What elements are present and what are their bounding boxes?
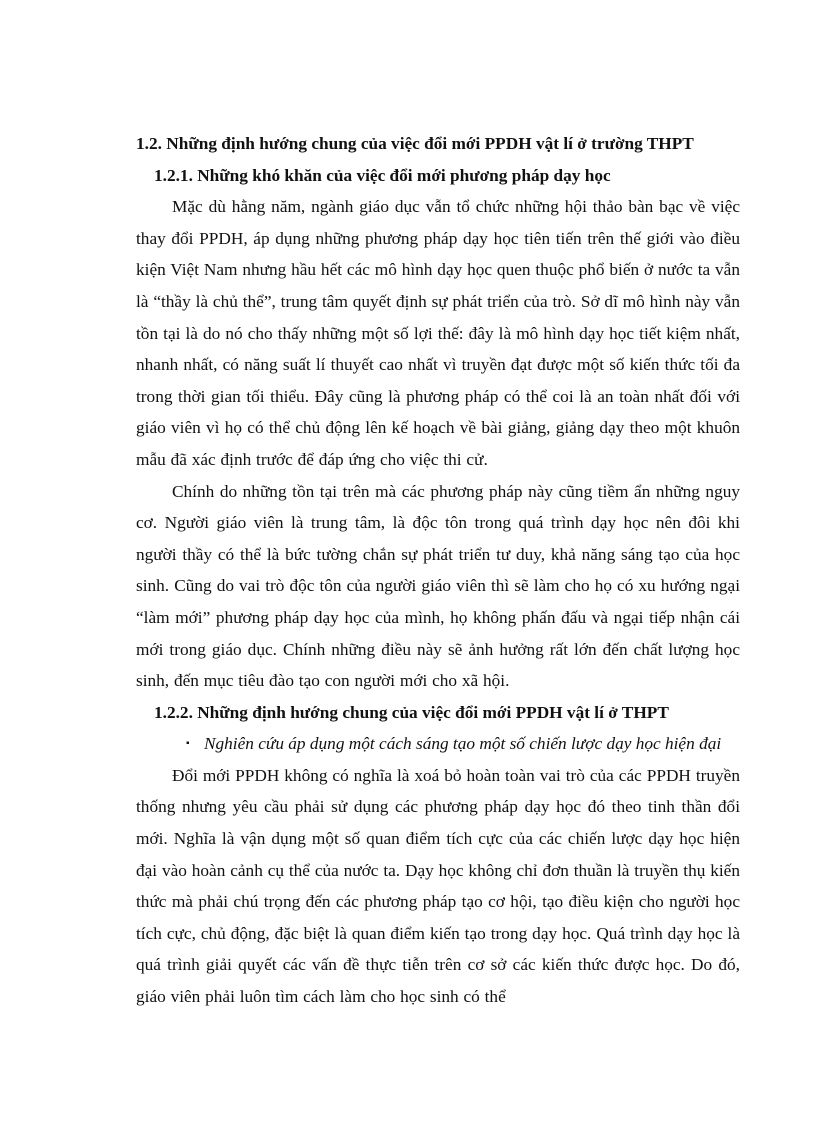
section-heading: 1.2. Những định hướng chung của việc đổi mới PPDH vật lí ở trường THPT (136, 134, 694, 153)
square-bullet-icon: ▪ (186, 738, 190, 750)
subsection-heading-1: 1.2.1. Những khó khăn của việc đổi mới phương pháp dạy học (154, 165, 611, 185)
subsection-heading-2: 1.2.2. Những định hướng chung của việc đổi mới PPDH vật lí ở THPT (154, 702, 669, 722)
paragraph: Mặc dù hằng năm, ngành giáo dục vẫn tổ chức những hội thảo bàn bạc về việc thay đổi PPDH, áp dụng những phương pháp dạy học tiên tiến trên thế giới vào điều kiện Việt Nam nhưng hầu hết các mô hình dạy học quen thuộc phổ biến ở nước ta vẫn là “thầy là chủ thể”, trung tâm quyết định sự phát triển của trò. Sở dĩ mô hình này vẫn tồn tại là do nó cho thấy những một số lợi thế: đây là mô hình dạy học tiết kiệm nhất, nhanh nhất, có năng suất lí thuyết cao nhất vì truyền đạt được một số kiến thức tối đa trong thời gian tối thiểu. Đây cũng là phương pháp có thể coi là an toàn nhất đối với giáo viên vì họ có thể chủ động lên kế hoạch về bài giảng, giảng dạy theo một khuôn mẫu đã xác định trước để đáp ứng cho việc thi cử. (136, 197, 740, 469)
paragraph: Đổi mới PPDH không có nghĩa là xoá bỏ hoàn toàn vai trò của các PPDH truyền thống nhưng yêu cầu phải sử dụng các phương pháp dạy học đó theo tinh thần đổi mới. Nghĩa là vận dụng một số quan điểm tích cực của các chiến lược dạy học hiện đại vào hoàn cảnh cụ thể của nước ta. Dạy học không chỉ đơn thuần là truyền thụ kiến thức mà phải chú trọng đến các phương pháp tạo cơ hội, tạo điều kiện cho người học tích cực, chủ động, đặc biệt là quan điểm kiến tạo trong dạy học. Quá trình dạy học là quá trình giải quyết các vấn đề thực tiễn trên cơ sở các kiến thức được học. Do đó, giáo viên phải luôn tìm cách làm cho học sinh có thể (136, 765, 740, 1007)
bullet-item (136, 728, 740, 760)
bullet-text: Nghiên cứu áp dụng một cách sáng tạo một số chiến lược dạy học hiện đại (204, 734, 722, 754)
paragraph: Chính do những tồn tại trên mà các phương pháp này cũng tiềm ẩn những nguy cơ. Người giáo viên là trung tâm, là độc tôn trong quá trình dạy học nên đôi khi người thầy có thể là bức tường chắn sự phát triển tư duy, khả năng sáng tạo của học sinh. Cũng do vai trò độc tôn của người giáo viên thì sẽ làm cho họ có xu hướng ngại “làm mới” phương pháp dạy học của mình, họ không phấn đấu và ngại tiếp nhận cái mới trong giáo dục. Chính những điều này sẽ ảnh hưởng rất lớn đến chất lượng học sinh, đến mục tiêu đào tạo con người mới cho xã hội. (136, 481, 740, 691)
